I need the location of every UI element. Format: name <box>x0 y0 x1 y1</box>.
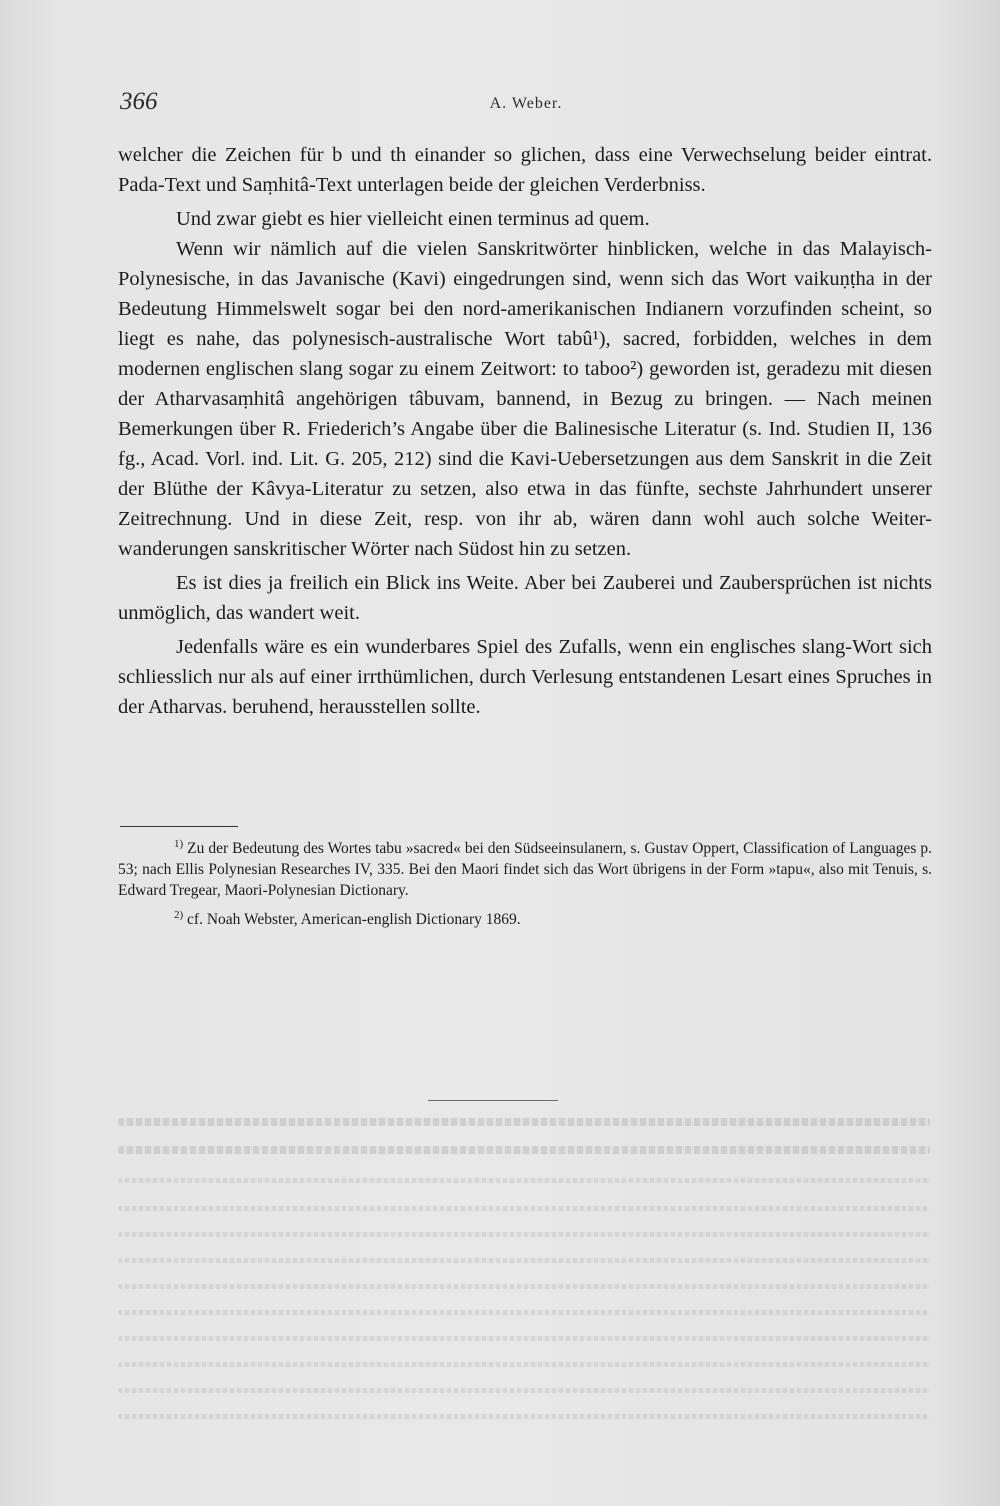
footnote-text: cf. Noah Webster, American-english Dictionary 1869. <box>187 911 521 928</box>
footnote-text: Zu der Bedeutung des Wortes tabu »sacred« bei den Südseeinsulanern, s. Gustav Oppert, Classification of Languages p. 53; nach Ellis Polynesian Researches IV, 335. Bei den Maori findet sich das Wort übrigens in der Form »tapu«, also mit Tenuis, s. Edward Tregear, Maori-Polynesian Dictionary. <box>118 840 932 899</box>
main-text <box>118 140 932 722</box>
show-through-line <box>118 1414 930 1419</box>
footnotes <box>118 838 932 938</box>
page-number: 366 <box>120 88 158 115</box>
show-through-line <box>118 1284 930 1289</box>
paragraph: welcher die Zeichen für b und th einander so glichen, dass eine Verwechselung beider eintrat. Pada-Text und Saṃhitâ-Text unterlagen beide der gleichen Verderbniss. <box>118 144 932 196</box>
paragraph: Es ist dies ja freilich ein Blick ins Weite. Aber bei Zauberei und Zaubersprüchen ist nichts unmöglich, das wandert weit. <box>118 572 932 624</box>
show-through-line <box>118 1206 930 1211</box>
paragraph: Wenn wir nämlich auf die vielen Sanskritwörter hinblicken, welche in das Malayisch-Polynesische, in das Javanische (Kavi) eingedrungen sind, wenn sich das Wort vaikuṇṭha in der Bedeutung Himmelswelt sogar bei den nord-amerikanischen Indianern vorzufinden scheint, so liegt es nahe, das polynesisch-australische Wort tabû¹), sacred, forbidden, welches in dem modernen englischen slang sogar zu einem Zeitwort: to taboo²) geworden ist, geradezu mit diesen der Atharvasaṃhitâ angehörigen tâbuvam, bannend, in Bezug zu bringen. — Nach meinen Bemerkungen über R. Friederich’s Angabe über die Balinesische Literatur (s. Ind. Studien II, 136 fg., Acad. Vorl. ind. Lit. G. 205, 212) sind die Kavi-Uebersetzungen aus dem Sanskrit in die Zeit der Blüthe der Kâvya-Literatur zu setzen, also etwa in das fünfte, sechste Jahrhundert unserer Zeitrechnung. Und in diese Zeit, resp. von ihr ab, wären dann wohl auch solche Weiter-wanderungen sanskritischer Wörter nach Südost hin zu setzen. <box>118 238 932 560</box>
page-header <box>120 88 932 122</box>
show-through-line <box>118 1146 930 1154</box>
footnote-marker: 2) <box>174 908 184 921</box>
show-through-line <box>118 1258 930 1263</box>
paragraph: Jedenfalls wäre es ein wunderbares Spiel des Zufalls, wenn ein englisches slang-Wort sich schliesslich nur als auf einer irrthümlichen, durch Verlesung entstandenen Lesart eines Spruches in der Atharvas. beruhend, herausstellen sollte. <box>118 636 932 718</box>
show-through-line <box>118 1232 930 1237</box>
running-head: A. Weber. <box>489 95 563 112</box>
section-end-rule <box>428 1100 558 1101</box>
footnote-marker: 1) <box>174 837 184 850</box>
show-through-line <box>118 1336 930 1341</box>
footnote <box>118 909 932 930</box>
show-through-line <box>118 1118 930 1126</box>
show-through-line <box>118 1310 930 1315</box>
show-through-line <box>118 1388 930 1393</box>
paragraph: Und zwar giebt es hier vielleicht einen terminus ad quem. <box>176 208 650 230</box>
footnote <box>118 838 932 901</box>
show-through-line <box>118 1178 930 1183</box>
footnote-divider <box>120 826 238 827</box>
show-through-line <box>118 1362 930 1367</box>
